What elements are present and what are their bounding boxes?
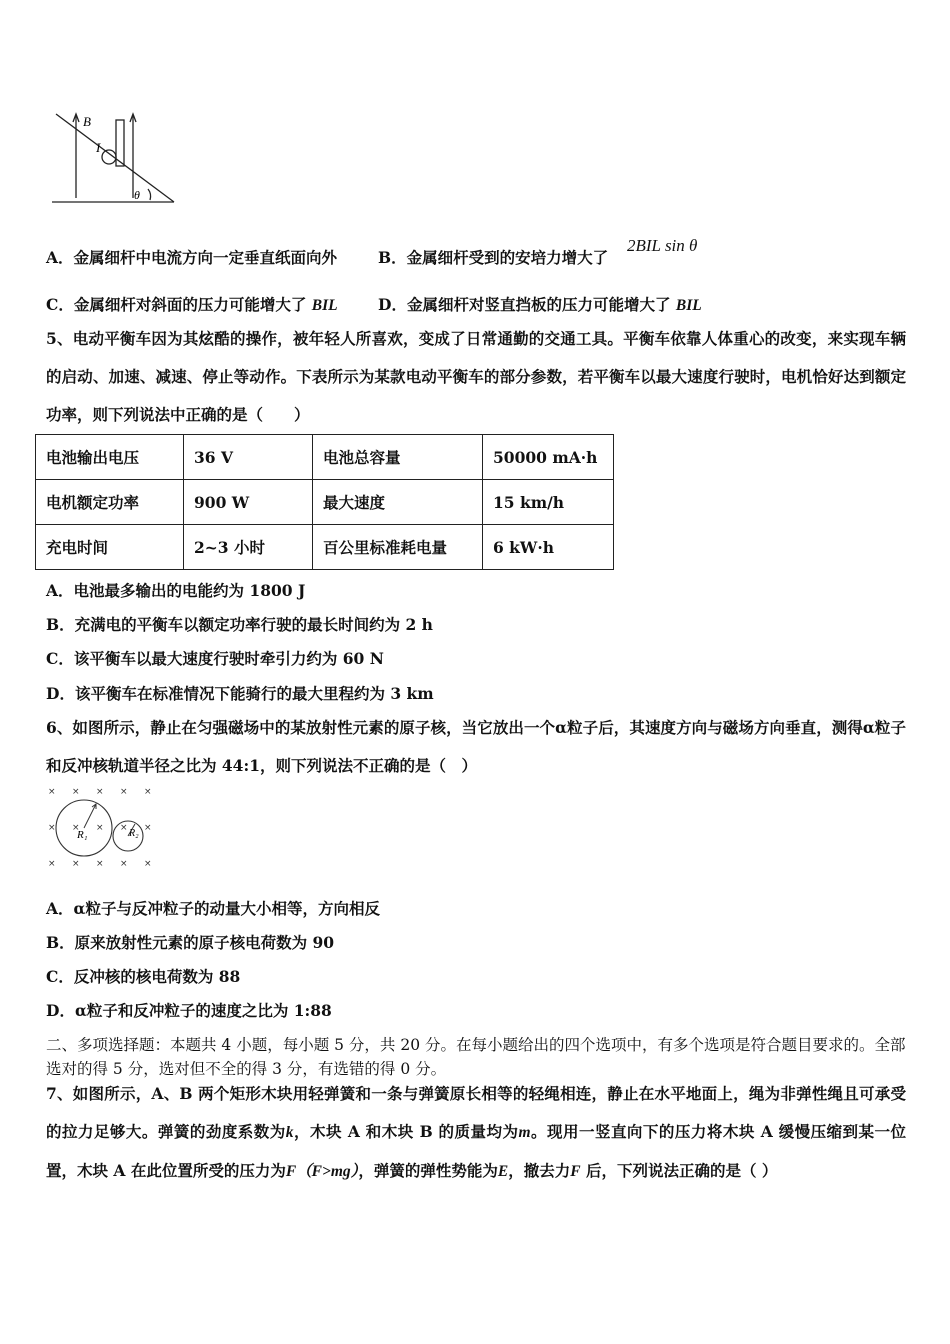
magnetic-field-figure [44,784,156,870]
q7-symbol-f: F [285,1163,297,1180]
q7-condition: （F>mg） [296,1163,359,1180]
field-mark: × [144,787,152,797]
q6-option-c: C．反冲核的核电荷数为 88 [46,967,241,986]
q7-symbol-m: m [518,1124,531,1141]
q4-option-c-symbol: BIL [311,297,338,314]
q7-text-6: 后，下列说法正确的是（ ） [580,1161,778,1180]
table-cell: 2~3 小时 [184,525,313,570]
label-I: I [96,140,101,155]
table-cell: 电池输出电压 [36,435,184,480]
table-cell: 50000 mA·h [483,435,614,480]
q7-text-5: ，撤去力 [508,1161,571,1180]
table-cell: 百公里标准耗电量 [313,525,483,570]
q7-text-3: 。现用一竖直向下的压力将木块 A 缓慢压缩到某一位置，木块 A 在此位置所受的压力为 [46,1122,906,1180]
q4-option-b: B．金属细杆受到的安培力增大了 [378,248,609,267]
q6-option-b: B．原来放射性元素的原子核电荷数为 90 [46,933,335,952]
section-2-header: 二、多项选择题：本题共 4 小题，每小题 5 分，共 20 分。在每小题给出的四个选项中，有多个选项是符合题目要求的。全部选对的得 5 分，选对但不全的得 3 分，有选错的得 0 分。 [46,1036,906,1078]
table-cell: 6 kW·h [483,525,614,570]
field-mark: × [48,823,56,833]
radius-r1 [84,804,96,828]
table-row [36,525,614,570]
q6-option-a: A．α粒子与反冲粒子的动量大小相等，方向相反 [46,899,380,918]
incline-line [56,114,174,202]
table-row [36,480,614,525]
q4-option-d [378,295,702,316]
q5-option-a: A．电池最多输出的电能约为 1800 J [46,581,306,600]
q4-option-d-text: D．金属细杆对竖直挡板的压力可能增大了 [378,295,671,314]
q5-option-c: C．该平衡车以最大速度行驶时牵引力约为 60 N [46,649,384,668]
q7-text-4: ，弹簧的弹性势能为 [358,1161,498,1180]
q5-option-b: B．充满电的平衡车以额定功率行驶的最长时间约为 2 h [46,615,433,634]
table-cell: 电机额定功率 [36,480,184,525]
table-cell: 36 V [184,435,313,480]
table-cell: 充电时间 [36,525,184,570]
q4-option-a: A．金属细杆中电流方向一定垂直纸面向外 [46,248,338,267]
q6-stem: 6、如图所示，静止在匀强磁场中的某放射性元素的原子核，当它放出一个α粒子后，其速度方向与磁场方向垂直，测得α粒子和反冲核轨道半径之比为 44:1，则下列说法不正确的是（ ） [46,718,906,775]
field-mark: × [96,823,104,833]
field-mark: × [120,787,128,797]
q5-parameter-table [35,434,614,570]
field-mark: × [120,823,128,833]
q4-option-d-symbol: BIL [675,297,702,314]
q4-option-b-formula: 2BIL sin θ [627,236,698,255]
field-mark: × [120,859,128,869]
table-cell: 最大速度 [313,480,483,525]
table-cell: 900 W [184,480,313,525]
field-mark: × [96,787,104,797]
label-r2: R₂ [129,828,139,839]
theta-arc [148,189,151,200]
field-mark: × [96,859,104,869]
q7-stem [46,1075,906,1191]
field-mark: × [72,787,80,797]
field-mark: × [72,859,80,869]
field-mark: × [48,787,56,797]
q4-option-c-text: C．金属细杆对斜面的压力可能增大了 [46,295,307,314]
q7-symbol-e: E [497,1163,509,1180]
table-row [36,435,614,480]
incline-figure [46,104,186,208]
label-theta: θ [134,188,140,202]
q6-option-d: D．α粒子和反冲粒子的速度之比为 1:88 [46,1001,332,1020]
field-mark: × [144,859,152,869]
table-cell: 15 km/h [483,480,614,525]
label-r1: R₁ [77,829,88,841]
field-mark: × [48,859,56,869]
q5-stem: 5、电动平衡车因为其炫酷的操作，被年轻人所喜欢，变成了日常通勤的交通工具。平衡车依靠人体重心的改变，来实现车辆的启动、加速、减速、停止等动作。下表所示为某款电动平衡车的部分参数，若平衡车以最大速度行驶时，电机恰好达到额定功率，则下列说法中正确的是（ ） [46,329,906,424]
q7-symbol-k: k [285,1124,294,1141]
q4-option-c [46,295,338,316]
label-B: B [83,114,91,129]
q5-option-d: D．该平衡车在标准情况下能骑行的最大里程约为 3 km [46,684,434,703]
field-mark: × [72,823,80,833]
q7-symbol-f2: F [570,1163,581,1180]
q7-text-1: 7、如图所示，A、B 两个矩形木块用轻弹簧和一条与弹簧原长相等的轻绳相连，静止在水平地面上，绳为非弹性绳且可承受的拉力足够大。弹簧的劲度系数为 [46,1084,906,1141]
q7-text-2: ，木块 A 和木块 B 的质量均为 [293,1122,519,1141]
field-mark: × [144,823,152,833]
table-cell: 电池总容量 [313,435,483,480]
